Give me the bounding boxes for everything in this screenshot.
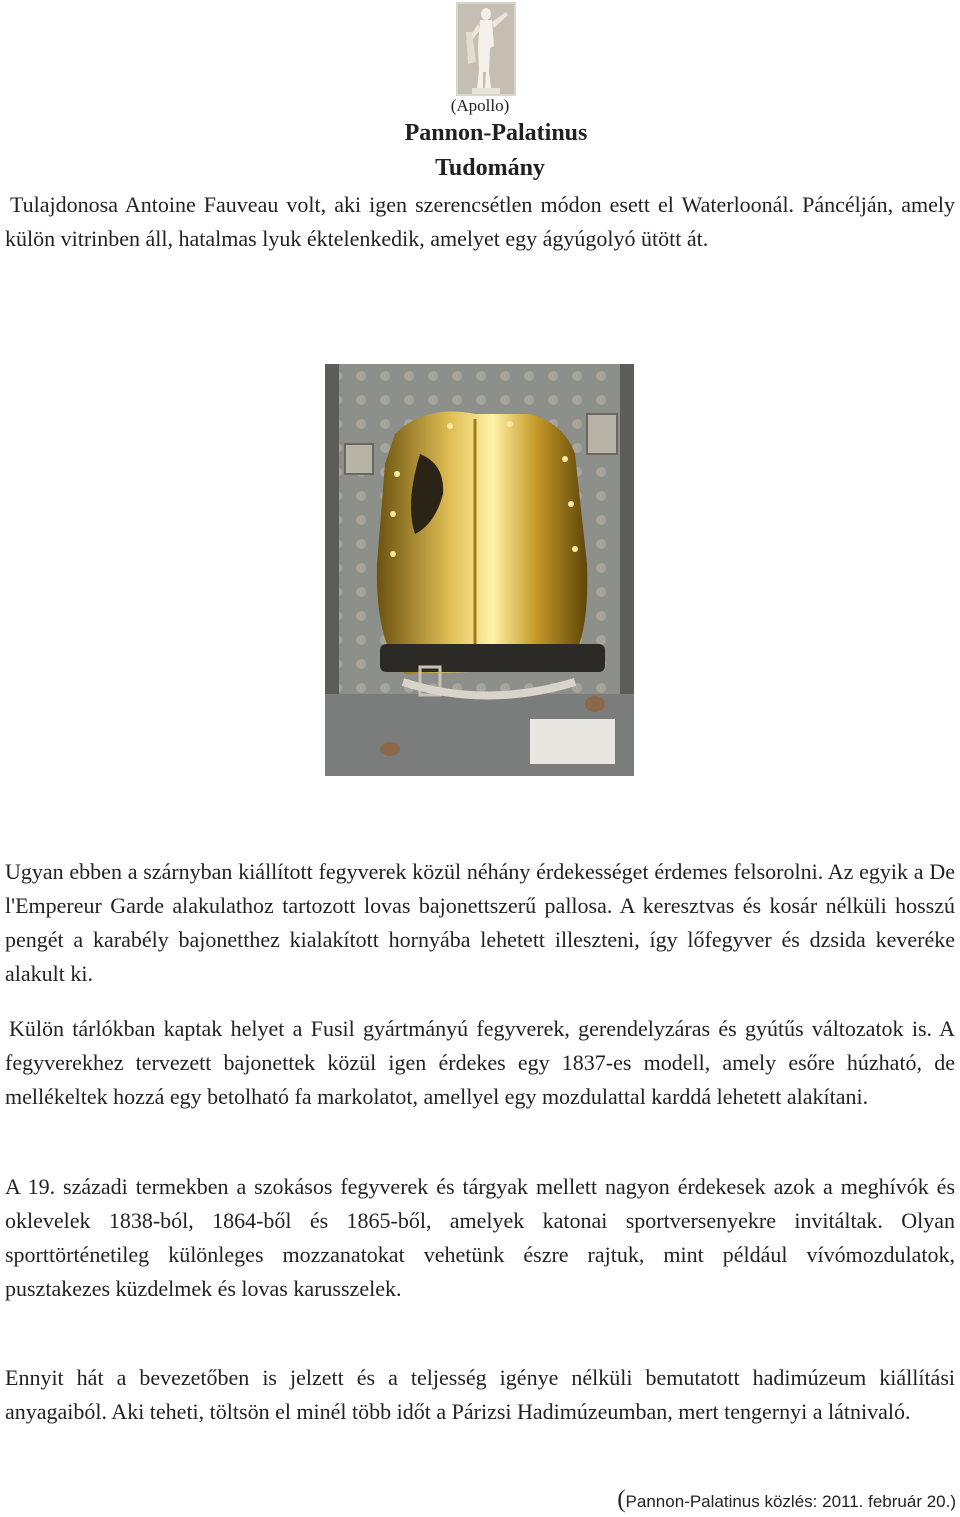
paragraph-4: A 19. századi termekben a szokásos fegyverek és tárgyak mellett nagyon érdekesek azok a meghívók és oklevelek 1838-ból, 1864-ből és 1865-ből, amelyek katonai sportversenyekre invitáltak. Olyan sporttörténetileg különleges mozzanatokat vehetünk észre rajtuk, mint például vívómozdulatok, pusztakezes küzdelmek és lovas karusszelek. xyxy=(5,1174,955,1301)
source-credit xyxy=(617,1486,956,1514)
paragraph-1 xyxy=(5,188,955,256)
site-title: Pannon-Palatinus xyxy=(404,120,588,146)
section-title: Tudomány xyxy=(435,155,545,181)
paragraph-5: Ennyit hát a bevezetőben is jelzett és a teljesség igénye nélküli bemutatott hadimúzeum kiállítási anyagaiból. Aki teheti, töltsön el minél több időt a Párizsi Hadimúzeumban, mert tengernyi a látnivaló. xyxy=(5,1365,955,1424)
paragraph-1-text: Tulajdonosa Antoine Fauveau volt, aki igen szerencsétlen módon esett el Waterloonál. Páncélján, amely külön vitrinben áll, hatalmas lyuk éktelenkedik, amelyet egy ágyúgolyó ütött át. xyxy=(5,192,955,251)
credit-text: Pannon-Palatinus közlés: 2011. február 20.) xyxy=(625,1492,956,1511)
paragraph-3: Külön tárlókban kaptak helyet a Fusil gyártmányú fegyverek, gerendelyzáras és gyútűs változatok is. A fegyverekhez tervezett bajonettek közül igen érdekes egy 1837-es modell, amely esőre húzható, de mellékeltek hozzá egy betolható fa markolatot, amellyel egy mozdulattal karddá lehetett alakítani. xyxy=(5,1016,955,1109)
cuirass-photo xyxy=(325,364,634,776)
apollo-statue-image xyxy=(456,2,516,96)
paragraph-2: Ugyan ebben a szárnyban kiállított fegyverek közül néhány érdekességet érdemes felsorolni. Az egyik a De l'Empereur Garde alakulathoz tartozott lovas bajonettszerű pallosa. A keresztvas és kosár nélküli hosszú pengét a karabély bajonetthez kialakított hornyába lehetett illeszteni, így lőfegyver és dzsida keveréke alakult ki. xyxy=(5,859,955,986)
image-caption: (Apollo) xyxy=(450,96,510,115)
credit-open-paren: ( xyxy=(617,1486,626,1513)
